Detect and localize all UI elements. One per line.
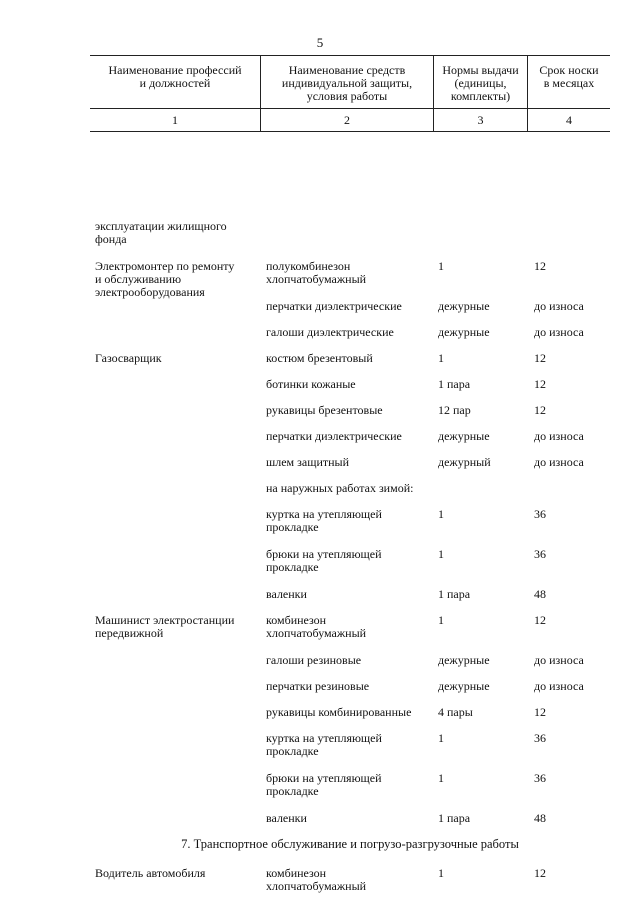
cell-norm: 1 — [438, 731, 444, 745]
cell-item: ботинки кожаные — [266, 377, 356, 391]
cell-profession: Газосварщик — [95, 351, 162, 365]
cell-item: куртка на утепляющей прокладке — [266, 507, 382, 534]
cell-term: до износа — [534, 653, 584, 667]
cell-term: 12 — [534, 403, 546, 417]
cell-profession: Водитель автомобиля — [95, 866, 206, 880]
cell-norm: дежурные — [438, 429, 490, 443]
cell-item: валенки — [266, 811, 307, 825]
cell-item: перчатки резиновые — [266, 679, 370, 693]
cell-term: 12 — [534, 705, 546, 719]
cell-term: 48 — [534, 811, 546, 825]
section-title: 7. Транспортное обслуживание и погрузо-разгрузочные работы — [181, 837, 519, 851]
cell-item: рукавицы комбинированные — [266, 705, 412, 719]
cell-term: 12 — [534, 613, 546, 627]
cell-item: комбинезон хлопчатобумажный — [266, 613, 367, 640]
cell-item: куртка на утепляющей прокладке — [266, 731, 382, 758]
cell-norm: 1 — [438, 507, 444, 521]
cell-norm: дежурные — [438, 679, 490, 693]
cell-profession: Электромонтер по ремонту и обслуживанию электрооборудования — [95, 259, 235, 299]
cell-item: перчатки диэлектрические — [266, 299, 402, 313]
cell-norm: 1 — [438, 613, 444, 627]
cell-term: 36 — [534, 731, 546, 745]
cell-item: полукомбинезон хлопчатобумажный — [266, 259, 367, 286]
page-number: 5 — [316, 35, 324, 50]
cell-norm: 4 пары — [438, 705, 473, 719]
cell-term: до износа — [534, 299, 584, 313]
cell-norm: дежурные — [438, 299, 490, 313]
cell-term: 12 — [534, 866, 546, 880]
table-header — [90, 55, 610, 109]
cell-term: до износа — [534, 429, 584, 443]
column-number-2: 2 — [344, 113, 350, 127]
header-norm: Нормы выдачи (единицы, комплекты) — [442, 63, 519, 103]
cell-item: брюки на утепляющей прокладке — [266, 771, 382, 798]
header-item: Наименование средств индивидуальной защиты, условия работы — [281, 63, 413, 103]
column-number-3: 3 — [477, 113, 484, 127]
cell-norm: 1 пара — [438, 811, 471, 825]
cell-term: 48 — [534, 587, 546, 601]
cell-norm: 1 — [438, 259, 444, 273]
column-number-1: 1 — [172, 113, 178, 127]
cell-profession: эксплуатации жилищного фонда — [95, 219, 227, 246]
cell-term: 36 — [534, 507, 546, 521]
cell-item: галоши резиновые — [266, 653, 362, 667]
cell-norm: 1 — [438, 547, 444, 561]
cell-norm: 1 — [438, 771, 444, 785]
cell-item: брюки на утепляющей прокладке — [266, 547, 382, 574]
cell-item: валенки — [266, 587, 307, 601]
cell-norm: 1 — [438, 866, 444, 880]
cell-norm: дежурные — [438, 325, 490, 339]
header-term: Срок носки в месяцах — [539, 63, 599, 90]
cell-term: до износа — [534, 679, 584, 693]
cell-term: 12 — [534, 351, 546, 365]
cell-term: 36 — [534, 771, 546, 785]
column-number-4: 4 — [566, 113, 572, 127]
cell-norm: дежурный — [438, 455, 491, 469]
cell-norm: 12 пар — [438, 403, 471, 417]
header-profession: Наименование профессий и должностей — [108, 63, 242, 90]
cell-norm: 1 пара — [438, 587, 471, 601]
cell-profession: Машинист электростанции передвижной — [95, 613, 235, 640]
cell-term: до износа — [534, 455, 584, 469]
cell-norm: дежурные — [438, 653, 490, 667]
cell-term: до износа — [534, 325, 584, 339]
cell-item: на наружных работах зимой: — [266, 481, 414, 495]
cell-term: 12 — [534, 377, 546, 391]
cell-term: 12 — [534, 259, 546, 273]
cell-item: рукавицы брезентовые — [266, 403, 383, 417]
ppe-norms-table — [90, 55, 610, 893]
cell-norm: 1 пара — [438, 377, 471, 391]
cell-item: комбинезон хлопчатобумажный — [266, 866, 367, 893]
cell-item: шлем защитный — [266, 455, 350, 469]
cell-item: галоши диэлектрические — [266, 325, 394, 339]
cell-item: костюм брезентовый — [266, 351, 373, 365]
cell-term: 36 — [534, 547, 546, 561]
cell-item: перчатки диэлектрические — [266, 429, 402, 443]
cell-norm: 1 — [438, 351, 444, 365]
column-number-row — [90, 109, 610, 132]
